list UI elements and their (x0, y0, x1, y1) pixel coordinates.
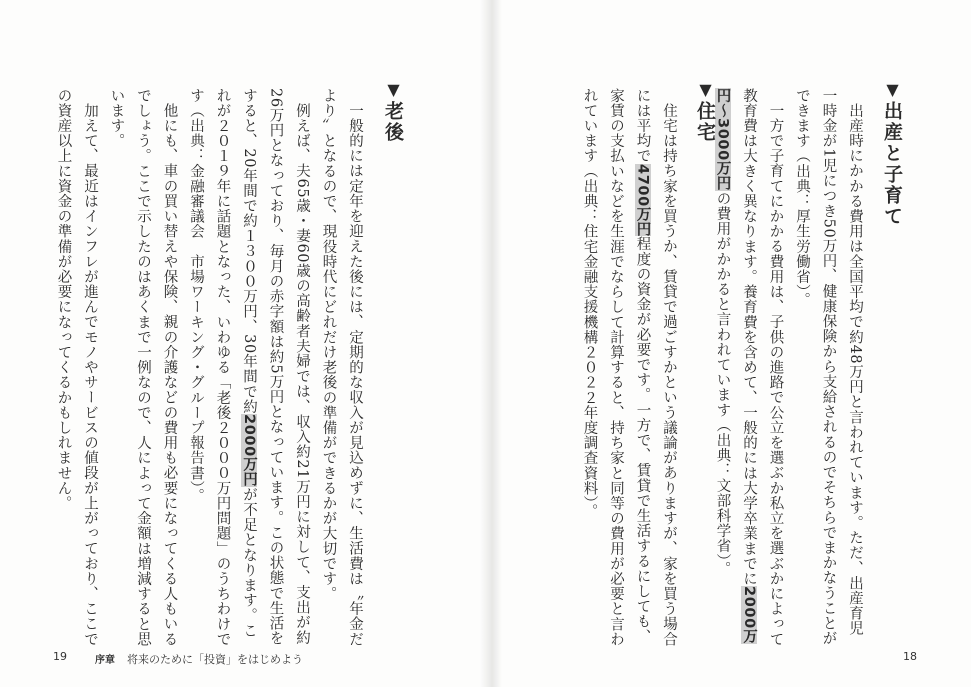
triangle-marker-icon: ▼ (696, 80, 715, 101)
paragraph: 住宅は持ち家を買うか、賃貸で過ごすかという議論がありますが、家を買う場合には平均で4700万円程度の資金が必要です。一方で、賃貸で生活するにしても、家賃の支払いなどを生涯でならして計算すると、持ち家と同等の費用が必要と言われています（出典：住宅金融支援機構２０２２年度調査資料）。 (581, 88, 677, 647)
heading-birth-childcare: ▼出産と子育て (881, 80, 903, 227)
paragraph: 加えて、最近はインフレが進んでモノやサービスの値段が上がっており、ここでの資産以上に資金の準備が必要になってくるかもしれません。 (55, 88, 98, 647)
page-number-right: 18 (903, 650, 917, 663)
page-number-left: 19 (53, 650, 67, 663)
triangle-marker-icon: ▼ (883, 80, 902, 101)
chapter-label: 序章 (95, 655, 115, 666)
highlight-amount: 2000万円 (241, 414, 257, 488)
paragraph: 例えば、夫65歳・妻60歳の高齢者夫婦では、収入約21万円に対して、支出が約26万円となっており、毎月の赤字額は約5万円となっています。この状態で生活をすると、20年間で約１３００万円、30年間で約2000万円が不足となります。これが２０１９年に話題となった、いわゆる「老後２０００万円問題」のうちわけです（出典：金融審議会 市場ワーキング・グループ報告書）。 (188, 88, 310, 647)
paragraph: 一般的には定年を迎えた後には、定期的な収入が見込めずに、生活費は〝年金だより〟となるので、現役時代にどれだけ老後の準備ができるかが大切です。 (320, 88, 363, 647)
running-title: 将来のために「投資」をはじめよう (127, 653, 303, 666)
triangle-marker-icon: ▼ (384, 80, 403, 101)
heading-retirement: ▼老後 (382, 80, 404, 143)
running-header (95, 651, 303, 667)
paragraph: 出産時にかかる費用は全国平均で約48万円と言われています。ただ、出産育児一時金が1児につき50万円、健康保険から支給されるのでそちらでまかなうことができます（出典：厚生労働省）。 (794, 88, 863, 646)
paragraph: 一方で子育てにかかる費用は、子供の進路で公立を選ぶか私立を選ぶかによって教育費は大きく異なります。養育費を含めて、一般的には大学卒業までに2000万円〜3000万円の費用がかかると言われています（出典：文部科学省）。 (714, 88, 784, 647)
highlight-amount: 3000万円 (714, 118, 731, 192)
paragraph: 他にも、車の買い替えや保険、親の介護などの費用も必要になってくる人もいるでしょう。ここで示したのはあくまで一例なので、人によって金額は増減すると思います。 (108, 88, 178, 647)
highlight-amount: 2000万円 (714, 88, 757, 645)
heading-housing: ▼住宅 (694, 80, 716, 143)
highlight-amount: 4700万円 (634, 163, 651, 237)
page-gutter (480, 0, 502, 687)
section-retirement-body (52, 88, 368, 648)
section-birth-childcare-body (706, 88, 868, 648)
section-housing-body (580, 88, 682, 648)
